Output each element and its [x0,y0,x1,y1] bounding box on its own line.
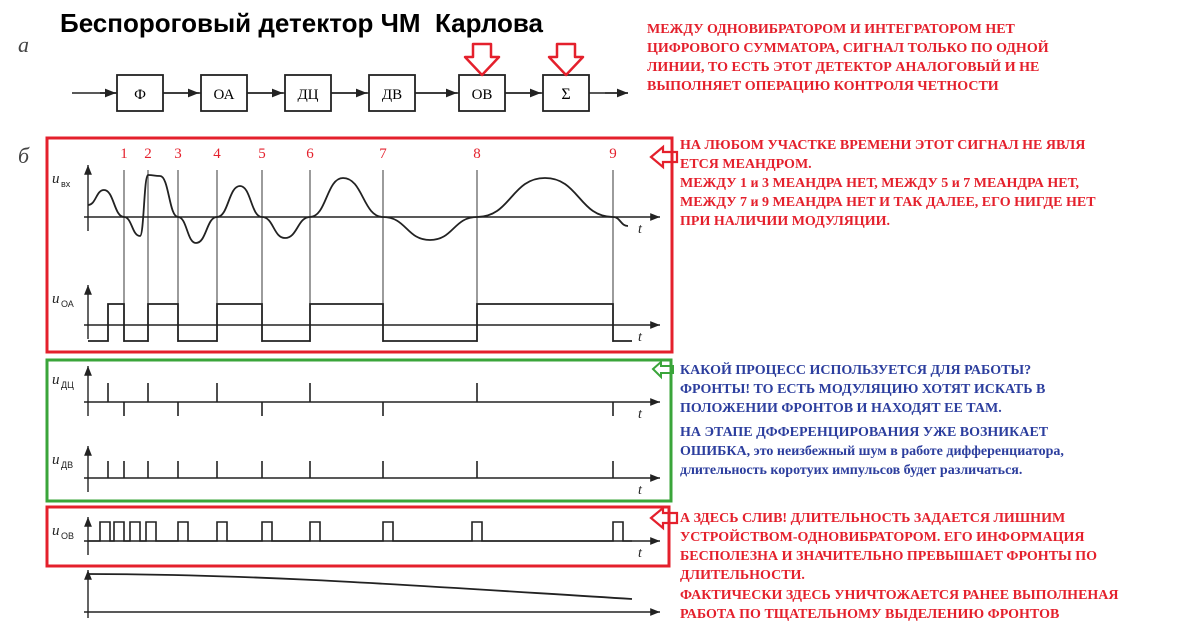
axis-t-label: t [638,330,642,345]
note-drain [680,509,1097,585]
axis-u-subscript: ДЦ [61,380,74,390]
block-oa-label: ОА [213,87,235,103]
note-work-destroyed [680,586,1119,624]
integrator-output-curve [88,574,632,599]
frame-input-signal [47,138,672,352]
block-sum-label: Σ [561,86,571,103]
axis-u-label: u [52,291,60,307]
axis-u-label: u [52,523,60,539]
note-line: А ЗДЕСЬ СЛИВ! ДЛИТЕЛЬНОСТЬ ЗАДАЕТСЯ ЛИШНИМ [680,511,1066,526]
block-ov [459,75,505,111]
note-line: ЕТСЯ МЕАНДРОМ. [680,157,812,172]
edge-number: 5 [258,146,266,162]
label-a: а [18,32,29,57]
axis-u-label: u [52,372,60,388]
note-line: ЛИНИИ, ТО ЕСТЬ ЭТОТ ДЕТЕКТОР АНАЛОГОВЫЙ И НЕ [647,60,1040,75]
note-line: ВЫПОЛНЯЕТ ОПЕРАЦИЮ КОНТРОЛЯ ЧЕТНОСТИ [647,79,999,94]
note-line: РАБОТА ПО ТЩАТЕЛЬНОМУ ВЫДЕЛЕНИЮ ФРОНТОВ [680,607,1060,622]
arrow-left-icon-drain [651,508,677,528]
note-differentiation-error [680,423,1064,480]
edge-number: 8 [473,146,481,162]
note-line: ЦИФРОВОГО СУММАТОРА, СИГНАЛ ТОЛЬКО ПО ОДНОЙ [647,41,1049,56]
axis-u-subscript: ОВ [61,531,75,541]
block-f [117,75,163,111]
axis-u-subscript: вх [61,179,71,189]
block-ov-label: ОВ [471,87,493,103]
edge-number: 7 [379,146,387,162]
note-line: ПРИ НАЛИЧИИ МОДУЛЯЦИИ. [680,214,891,229]
frame-differentiators [47,360,671,501]
note-line: ДЛИТЕЛЬНОСТИ. [680,568,805,583]
axis-u-label: u [52,171,60,187]
note-not-meander [680,136,1096,231]
edge-number: 3 [174,146,182,162]
note-line: длительность коротуих импульсов будет различаться. [680,463,1023,478]
axis-u-subscript: ДВ [61,460,74,470]
note-line: МЕЖДУ ОДНОВИБРАТОРОМ И ИНТЕГРАТОРОМ НЕТ [647,22,1015,37]
note-line: НА ЭТАПЕ ДФФЕРЕНЦИРОВАНИЯ УЖЕ ВОЗНИКАЕТ [680,425,1049,440]
axis-t-label: t [638,222,642,237]
block-dc [285,75,331,111]
axis-u-subscript: ОА [61,299,74,309]
block-diagram [72,75,628,111]
note-which-process [680,361,1045,418]
arrow-down-icon-ov [465,44,499,75]
axis-t-label: t [638,546,642,561]
axis-t-label: t [638,407,642,422]
edge-number: 9 [609,146,617,162]
note-line: МЕЖДУ 1 и 3 МЕАНДРА НЕТ, МЕЖДУ 5 и 7 МЕАНДРА НЕТ, [680,176,1080,191]
block-dv [369,75,415,111]
note-line: КАКОЙ ПРОЦЕСС ИСПОЛЬЗУЕТСЯ ДЛЯ РАБОТЫ? [680,363,1032,378]
block-f-label: Ф [134,87,146,103]
edge-number: 1 [120,146,128,162]
note-line: ПОЛОЖЕНИИ ФРОНТОВ И НАХОДЯТ ЕЕ ТАМ. [680,401,1002,416]
label-b: б [18,143,30,168]
timing-diagram [52,146,660,618]
note-line: МЕЖДУ 7 и 9 МЕАНДРА НЕТ И ТАК ДАЛЕЕ, ЕГО НИГДЕ НЕТ [680,195,1096,210]
arrow-down-icon-sum [549,44,583,75]
edge-number: 2 [144,146,152,162]
note-line: НА ЛЮБОМ УЧАСТКЕ ВРЕМЕНИ ЭТОТ СИГНАЛ НЕ ЯВЛЯ [680,138,1086,153]
edge-number: 6 [306,146,314,162]
block-dc-label: ДЦ [297,87,319,103]
note-line: ФАКТИЧЕСКИ ЗДЕСЬ УНИЧТОЖАЕТСЯ РАНЕЕ ВЫПОЛНЕНАЯ [680,588,1119,603]
block-oa [201,75,247,111]
one-shot-pulses [88,522,632,541]
note-line: ОШИБКА, это неизбежный шум в работе дифференциатора, [680,444,1064,459]
note-line: ФРОНТЫ! ТО ЕСТЬ МОДУЛЯЦИЮ ХОТЯТ ИСКАТЬ В [680,382,1046,397]
edge-number: 4 [213,146,221,162]
note-no-digital-adder [647,20,1049,96]
axis-t-label: t [638,483,642,498]
limiter-square-wave [88,304,632,341]
block-dv-label: ДВ [381,87,403,103]
note-line: УСТРОЙСТВОМ-ОДНОВИБРАТОРОМ. ЕГО ИНФОРМАЦИЯ [680,530,1085,545]
input-signal-curve [88,175,628,243]
note-line: БЕСПОЛЕЗНА И ЗНАЧИТЕЛЬНО ПРЕВЫШАЕТ ФРОНТЫ ПО [680,549,1098,564]
axis-u-label: u [52,452,60,468]
block-sum [543,75,589,111]
page-title: Беспороговый детектор ЧМ Карлова [60,8,543,38]
